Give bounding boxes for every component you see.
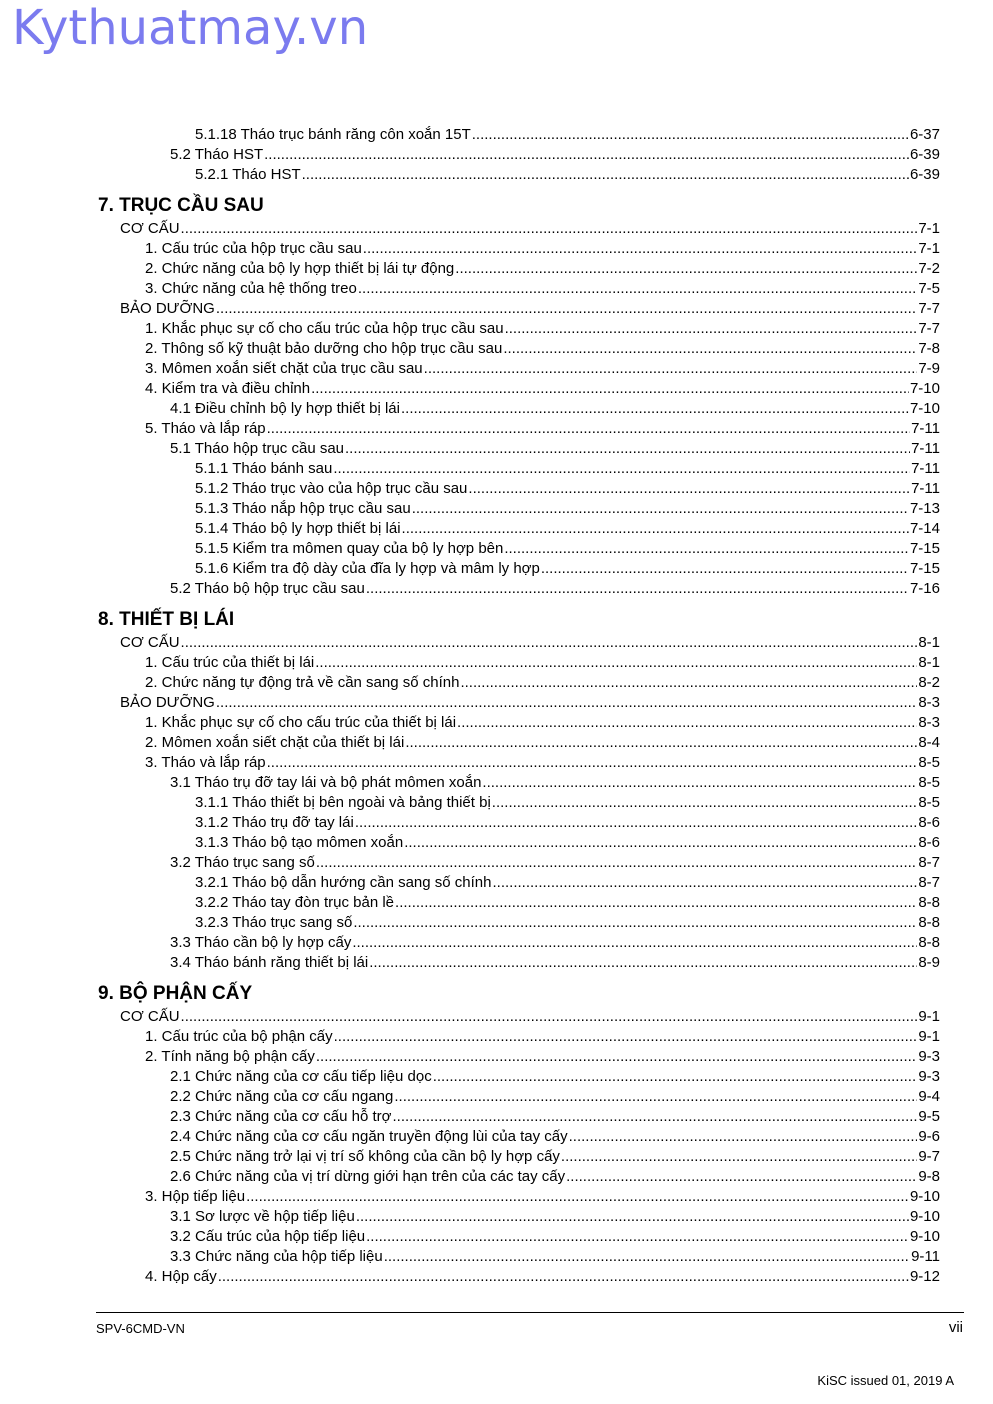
toc-entry[interactable]: [0, 258, 993, 278]
toc-entry[interactable]: [0, 632, 993, 652]
toc-entry[interactable]: [0, 418, 993, 438]
toc-page-number: 7-7: [918, 320, 940, 337]
toc-entry-title: 5.1.4 Tháo bộ ly hợp thiết bị lái: [195, 520, 401, 537]
dot-leader: [345, 440, 910, 458]
dot-leader: [353, 914, 917, 932]
toc-entry-title: 5. Tháo và lắp ráp: [145, 420, 266, 437]
toc-entry-title: 1. Khắc phục sự cố cho cấu trúc của thiết bị lái: [145, 714, 457, 731]
toc-entry-title: CƠ CẤU: [120, 634, 180, 651]
toc-entry-title: 4. Kiểm tra và điều chỉnh: [145, 380, 311, 397]
toc-page-number: 7-10: [909, 400, 940, 417]
toc-entry[interactable]: [0, 1166, 993, 1186]
toc-page-number: 9-10: [909, 1228, 940, 1245]
toc-entry[interactable]: [0, 238, 993, 258]
toc-entry[interactable]: [0, 792, 993, 812]
dot-leader: [404, 834, 917, 852]
toc-entry-title: 5.1 Tháo hộp trục cầu sau: [170, 440, 345, 457]
toc-entry[interactable]: [0, 578, 993, 598]
chapter-heading: 9. BỘ PHẬN CẤY: [98, 982, 253, 1004]
table-of-contents: [0, 124, 993, 1286]
toc-entry[interactable]: [0, 1146, 993, 1166]
toc-entry[interactable]: [0, 1106, 993, 1126]
toc-entry[interactable]: [0, 752, 993, 772]
dot-leader: [246, 1188, 909, 1206]
toc-page-number: 6-39: [909, 146, 940, 163]
toc-entry-title: 2. Chức năng của bộ ly hợp thiết bị lái tự động: [145, 260, 455, 277]
toc-page-number: 8-8: [918, 914, 940, 931]
toc-entry[interactable]: [0, 832, 993, 852]
toc-page-number: 9-11: [911, 1248, 940, 1265]
dot-leader: [569, 1128, 918, 1146]
toc-entry-title: 3. Hộp tiếp liệu: [145, 1188, 246, 1205]
toc-page-number: 8-8: [918, 934, 940, 951]
toc-entry-title: 3. Mômen xoắn siết chặt của trục cầu sau: [145, 360, 423, 377]
dot-leader: [216, 694, 917, 712]
toc-entry[interactable]: [0, 772, 993, 792]
toc-page-number: 9-3: [918, 1048, 940, 1065]
toc-entry-title: 2. Chức năng tự động trả về cần sang số chính: [145, 674, 460, 691]
toc-page-number: 8-5: [918, 794, 940, 811]
toc-entry-title: 2.2 Chức năng của cơ cấu ngang: [170, 1088, 394, 1105]
toc-entry-title: 2. Tính năng bộ phận cấy: [145, 1048, 315, 1065]
toc-page-number: 7-15: [909, 560, 940, 577]
toc-page-number: 7-10: [909, 380, 940, 397]
toc-entry-title: 5.2.1 Tháo HST: [195, 166, 301, 183]
toc-page-number: 8-1: [918, 654, 940, 671]
toc-entry[interactable]: [0, 952, 993, 972]
dot-leader: [366, 580, 909, 598]
dot-leader: [393, 1108, 918, 1126]
dot-leader: [218, 1268, 909, 1286]
dot-leader: [315, 654, 917, 672]
toc-entry[interactable]: [0, 478, 993, 498]
toc-page-number: 9-1: [918, 1008, 940, 1025]
toc-entry[interactable]: [0, 458, 993, 478]
toc-entry-title: 5.1.3 Tháo nắp hộp trục cầu sau: [195, 500, 411, 517]
toc-entry-title: 2.5 Chức năng trở lại vị trí số không của cần bộ ly hợp cấy: [170, 1148, 560, 1165]
toc-page-number: 6-39: [909, 166, 940, 183]
toc-entry[interactable]: [0, 872, 993, 892]
toc-entry[interactable]: [0, 1026, 993, 1046]
dot-leader: [311, 380, 909, 398]
dot-leader: [460, 674, 917, 692]
toc-page-number: 7-5: [918, 280, 940, 297]
toc-entry-title: 3. Chức năng của hệ thống treo: [145, 280, 357, 297]
dot-leader: [455, 260, 917, 278]
toc-entry[interactable]: [0, 1226, 993, 1246]
toc-page-number: 7-11: [911, 460, 940, 477]
toc-entry[interactable]: [0, 652, 993, 672]
toc-entry-title: 5.1.1 Tháo bánh sau: [195, 460, 333, 477]
dot-leader: [181, 634, 918, 652]
toc-entry-title: 3.1.1 Tháo thiết bị bên ngoài và bảng thiết bị: [195, 794, 491, 811]
toc-page-number: 8-3: [918, 694, 940, 711]
toc-entry[interactable]: [0, 1066, 993, 1086]
dot-leader: [402, 520, 909, 538]
toc-entry-title: 5.1.5 Kiểm tra mômen quay của bộ ly hợp bên: [195, 540, 504, 557]
toc-page-number: 7-16: [909, 580, 940, 597]
toc-entry[interactable]: [0, 1046, 993, 1066]
toc-page-number: 8-9: [918, 954, 940, 971]
toc-page-number: 7-15: [909, 540, 940, 557]
dot-leader: [394, 1088, 917, 1106]
toc-page-number: 9-5: [918, 1108, 940, 1125]
dot-leader: [457, 714, 917, 732]
toc-entry-title: 3.1 Sơ lược về hộp tiếp liệu: [170, 1208, 355, 1225]
toc-entry-title: 3.2 Cấu trúc của hộp tiếp liệu: [170, 1228, 366, 1245]
toc-entry[interactable]: [0, 438, 993, 458]
toc-page-number: 9-8: [918, 1168, 940, 1185]
toc-entry[interactable]: [0, 812, 993, 832]
toc-entry-title: 3.2 Tháo trục sang số: [170, 854, 315, 871]
toc-entry[interactable]: [0, 124, 993, 144]
dot-leader: [264, 146, 909, 164]
toc-entry[interactable]: [0, 378, 993, 398]
toc-page-number: 7-11: [911, 440, 940, 457]
dot-leader: [424, 360, 918, 378]
toc-entry[interactable]: [0, 1086, 993, 1106]
toc-page-number: 7-2: [918, 260, 940, 277]
dot-leader: [468, 480, 910, 498]
toc-entry-title: 3.1.2 Tháo trụ đỡ tay lái: [195, 814, 354, 831]
toc-page-number: 8-5: [918, 754, 940, 771]
toc-entry[interactable]: [0, 338, 993, 358]
dot-leader: [561, 1148, 917, 1166]
toc-entry[interactable]: [0, 538, 993, 558]
toc-entry[interactable]: [0, 1186, 993, 1206]
toc-page-number: 9-10: [909, 1188, 940, 1205]
toc-entry-title: 3. Tháo và lắp ráp: [145, 754, 266, 771]
toc-page-number: 9-12: [909, 1268, 940, 1285]
dot-leader: [358, 280, 917, 298]
toc-page-number: 8-7: [918, 874, 940, 891]
dot-leader: [181, 220, 918, 238]
toc-entry-title: 2.1 Chức năng của cơ cấu tiếp liệu dọc: [170, 1068, 432, 1085]
toc-entry-title: 2.6 Chức năng của vị trí dừng giới hạn trên của các tay cấy: [170, 1168, 566, 1185]
toc-entry[interactable]: [0, 298, 993, 318]
toc-entry[interactable]: [0, 358, 993, 378]
toc-page-number: 8-2: [918, 674, 940, 691]
dot-leader: [356, 1208, 909, 1226]
toc-page-number: 9-7: [918, 1148, 940, 1165]
watermark-logo: Kythuatmay.vn: [12, 0, 369, 56]
dot-leader: [433, 1068, 918, 1086]
dot-leader: [302, 166, 909, 184]
footer-page-number: vii: [948, 1319, 963, 1336]
toc-entry[interactable]: [0, 912, 993, 932]
toc-entry[interactable]: [0, 892, 993, 912]
toc-entry[interactable]: [0, 692, 993, 712]
toc-entry-title: 3.3 Chức năng của hộp tiếp liệu: [170, 1248, 383, 1265]
toc-entry[interactable]: [0, 852, 993, 872]
toc-page-number: 8-8: [918, 894, 940, 911]
toc-page-number: 7-1: [918, 220, 940, 237]
toc-entry-title: 4.1 Điều chỉnh bộ ly hợp thiết bị lái: [170, 400, 400, 417]
dot-leader: [405, 734, 917, 752]
toc-entry-title: CƠ CẤU: [120, 220, 180, 237]
toc-entry-title: 1. Cấu trúc của thiết bị lái: [145, 654, 315, 671]
toc-page-number: 9-3: [918, 1068, 940, 1085]
toc-entry[interactable]: [0, 278, 993, 298]
toc-entry-title: 5.2 Tháo bộ hộp trục cầu sau: [170, 580, 365, 597]
footer-document-code: SPV-6CMD-VN: [96, 1321, 185, 1336]
toc-entry-title: 2.4 Chức năng của cơ cấu ngăn truyền động lùi của tay cấy: [170, 1128, 568, 1145]
toc-entry[interactable]: [0, 1266, 993, 1286]
toc-entry[interactable]: [0, 218, 993, 238]
toc-entry-title: 2.3 Chức năng của cơ cấu hỗ trợ: [170, 1108, 392, 1125]
toc-page-number: 8-6: [918, 834, 940, 851]
toc-entry-title: 3.4 Tháo bánh răng thiết bị lái: [170, 954, 369, 971]
toc-entry-title: 3.2.2 Tháo tay đòn trục bản lề: [195, 894, 395, 911]
toc-entry-title: 2. Thông số kỹ thuật bảo dưỡng cho hộp trục cầu sau: [145, 340, 503, 357]
toc-entry-title: 3.2.3 Tháo trục sang số: [195, 914, 353, 931]
toc-page-number: 7-7: [918, 300, 940, 317]
toc-entry[interactable]: [0, 1206, 993, 1226]
toc-entry[interactable]: [0, 164, 993, 184]
toc-entry-title: BẢO DƯỠNG: [120, 300, 215, 317]
toc-entry-title: 5.1.18 Tháo trục bánh răng côn xoắn 15T: [195, 126, 471, 143]
toc-page-number: 8-3: [918, 714, 940, 731]
dot-leader: [363, 240, 918, 258]
toc-entry[interactable]: [0, 672, 993, 692]
dot-leader: [504, 540, 909, 558]
dot-leader: [333, 460, 910, 478]
toc-entry-title: 5.1.6 Kiểm tra độ dày của đĩa ly hợp và mâm ly hợp: [195, 560, 540, 577]
dot-leader: [267, 754, 918, 772]
dot-leader: [492, 874, 917, 892]
toc-page-number: 7-11: [911, 480, 940, 497]
toc-page-number: 6-37: [909, 126, 940, 143]
toc-entry-title: 1. Khắc phục sự cố cho cấu trúc của hộp trục cầu sau: [145, 320, 504, 337]
toc-entry-title: 3.1 Tháo trụ đỡ tay lái và bộ phát mômen xoắn: [170, 774, 482, 791]
chapter-heading: 8. THIẾT BỊ LÁI: [98, 608, 235, 630]
dot-leader: [503, 340, 917, 358]
dot-leader: [541, 560, 909, 578]
dot-leader: [401, 400, 909, 418]
toc-entry[interactable]: [0, 1126, 993, 1146]
dot-leader: [267, 420, 910, 438]
toc-page-number: 7-8: [918, 340, 940, 357]
toc-entry[interactable]: [0, 558, 993, 578]
toc-page-number: 8-5: [918, 774, 940, 791]
dot-leader: [566, 1168, 917, 1186]
toc-entry-title: CƠ CẤU: [120, 1008, 180, 1025]
dot-leader: [395, 894, 917, 912]
dot-leader: [355, 814, 917, 832]
dot-leader: [472, 126, 909, 144]
issue-note: KiSC issued 01, 2019 A: [817, 1373, 954, 1388]
toc-page-number: 9-4: [918, 1088, 940, 1105]
toc-entry[interactable]: [0, 318, 993, 338]
dot-leader: [216, 300, 917, 318]
toc-entry-title: 3.2.1 Tháo bộ dẫn hướng cần sang số chính: [195, 874, 492, 891]
toc-entry[interactable]: [0, 732, 993, 752]
toc-entry[interactable]: [0, 1246, 993, 1266]
dot-leader: [492, 794, 918, 812]
toc-page-number: 7-14: [909, 520, 940, 537]
toc-page-number: 8-4: [918, 734, 940, 751]
toc-page-number: 7-11: [911, 420, 940, 437]
toc-entry-title: 3.1.3 Tháo bộ tạo mômen xoắn: [195, 834, 404, 851]
chapter-heading: 7. TRỤC CẦU SAU: [98, 194, 264, 216]
toc-entry-title: 5.1.2 Tháo trục vào của hộp trục cầu sau: [195, 480, 468, 497]
dot-leader: [482, 774, 917, 792]
toc-entry[interactable]: [0, 932, 993, 952]
dot-leader: [316, 1048, 917, 1066]
toc-page-number: 7-13: [909, 500, 940, 517]
dot-leader: [384, 1248, 910, 1266]
toc-entry-title: 2. Mômen xoắn siết chặt của thiết bị lái: [145, 734, 405, 751]
toc-entry[interactable]: [0, 1006, 993, 1026]
dot-leader: [181, 1008, 918, 1026]
dot-leader: [352, 934, 917, 952]
dot-leader: [334, 1028, 918, 1046]
toc-entry-title: 4. Hộp cấy: [145, 1268, 217, 1285]
toc-entry[interactable]: [0, 498, 993, 518]
dot-leader: [505, 320, 918, 338]
toc-entry[interactable]: [0, 518, 993, 538]
dot-leader: [369, 954, 917, 972]
toc-page-number: 9-6: [918, 1128, 940, 1145]
toc-page-number: 7-9: [918, 360, 940, 377]
toc-entry-title: BẢO DƯỠNG: [120, 694, 215, 711]
dot-leader: [366, 1228, 909, 1246]
toc-entry-title: 3.3 Tháo cần bộ ly hợp cấy: [170, 934, 352, 951]
dot-leader: [412, 500, 909, 518]
toc-entry[interactable]: [0, 144, 993, 164]
toc-page-number: 8-1: [918, 634, 940, 651]
toc-entry[interactable]: [0, 712, 993, 732]
dot-leader: [316, 854, 917, 872]
toc-entry[interactable]: [0, 398, 993, 418]
toc-entry-title: 1. Cấu trúc của hộp trục cầu sau: [145, 240, 362, 257]
toc-page-number: 9-10: [909, 1208, 940, 1225]
toc-page-number: 9-1: [918, 1028, 940, 1045]
toc-entry-title: 5.2 Tháo HST: [170, 146, 264, 163]
toc-entry-title: 1. Cấu trúc của bộ phận cấy: [145, 1028, 333, 1045]
toc-page-number: 7-1: [918, 240, 940, 257]
toc-page-number: 8-7: [918, 854, 940, 871]
footer-divider: [96, 1312, 964, 1313]
toc-page-number: 8-6: [918, 814, 940, 831]
